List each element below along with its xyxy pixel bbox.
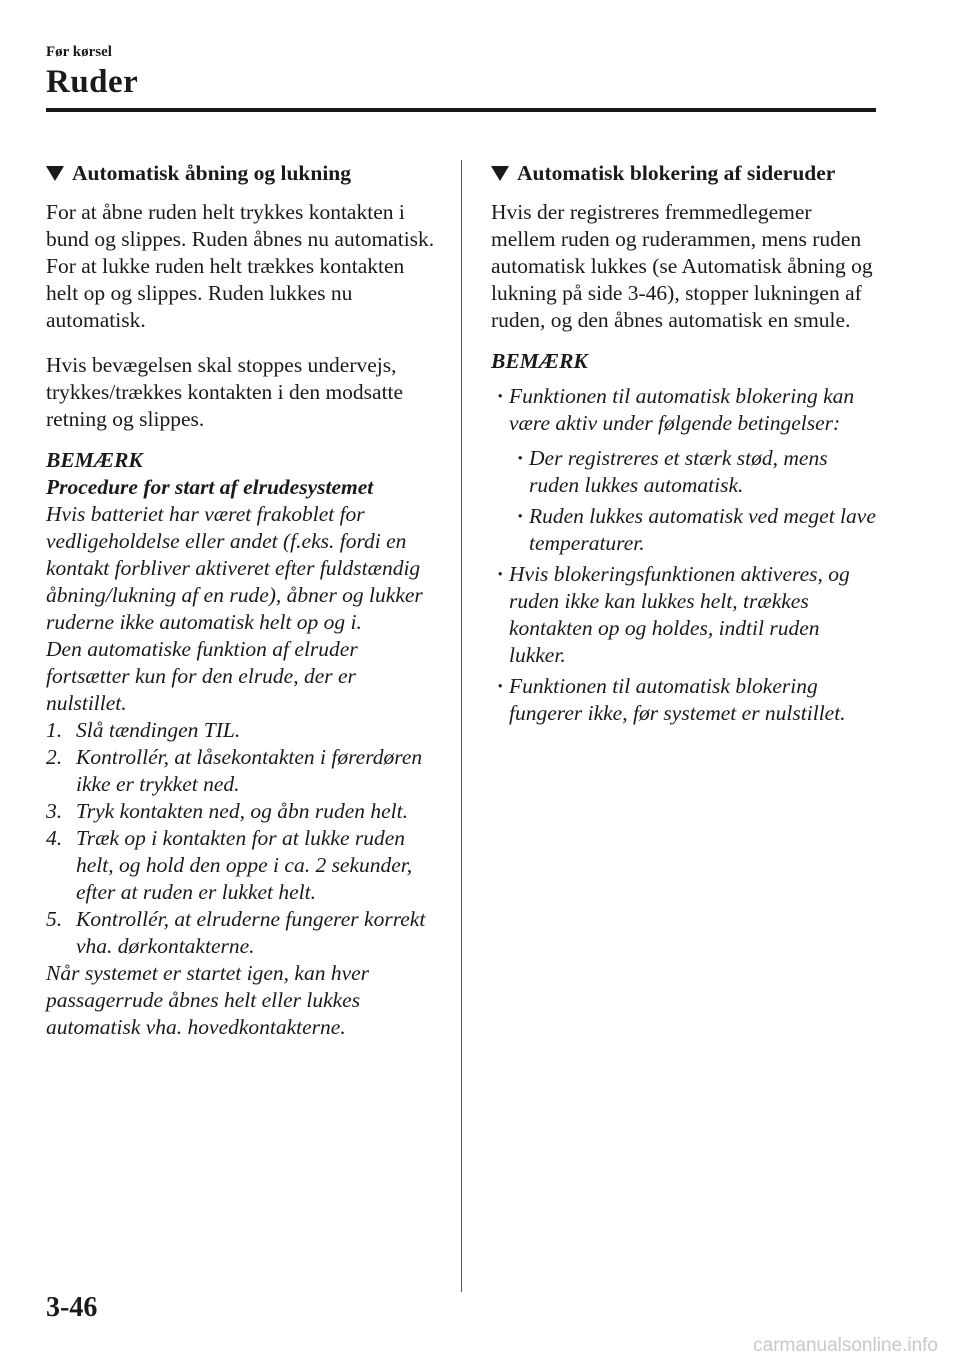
triangle-marker-icon [491, 166, 509, 181]
note-end: Når systemet er startet igen, kan hver passagerrude åbnes helt eller lukkes automatisk vha. hovedkontakterne. [46, 961, 370, 1039]
bullet-text: Funktionen til automatisk blokering fungerer ikke, før systemet er nulstillet. [509, 674, 846, 725]
list-item [46, 744, 436, 798]
triangle-marker-icon [46, 166, 64, 181]
chapter-label: Før kørsel [46, 44, 112, 60]
list-item [46, 798, 436, 825]
paragraph-open: For at åbne ruden helt trykkes kontakten i bund og slippes. Ruden åbnes nu automatisk. [46, 200, 435, 251]
note-title: Procedure for start af elrudesystemet [46, 475, 374, 499]
heading-text: Automatisk åbning og lukning [72, 161, 352, 185]
step-text: Tryk kontakten ned, og åbn ruden helt. [76, 799, 408, 823]
bullet-icon: · [517, 504, 523, 528]
step-text: Kontrollér, at elruderne fungerer korrekt vha. dørkontakterne. [76, 907, 426, 958]
bullet-icon: · [517, 446, 523, 470]
note-text: Hvis batteriet har været frakoblet for vedligeholdelse eller andet (f.eks. fordi en kontakt forbliver aktiveret efter fuldstændig åbning/lukning af en rude), åbner og lukker ruderne ikke automatisk helt op og i. [46, 502, 423, 634]
page-number: 3-46 [46, 1292, 98, 1323]
column-divider [461, 160, 462, 1292]
step-number: 1. [46, 718, 63, 742]
page-title: Ruder [46, 64, 139, 100]
step-number: 5. [46, 907, 63, 931]
paragraph-block: Hvis der registreres fremmedlegemer mellem ruden og ruderammen, mens ruden automatisk lukkes (se Automatisk åbning og lukning på side 3-46), stopper lukningen af ruden, og den åbnes automatisk en smule. [491, 200, 873, 332]
note-label: BEMÆRK [46, 448, 143, 472]
header-rule [46, 108, 876, 112]
bullet-icon: · [497, 674, 503, 698]
list-item [491, 561, 881, 669]
step-number: 4. [46, 826, 63, 850]
left-column [46, 160, 436, 1041]
bullet-text: Ruden lukkes automatisk ved meget lave temperaturer. [529, 504, 876, 555]
list-item [491, 445, 881, 499]
section-heading-auto-open-close [46, 160, 436, 187]
note-label: BEMÆRK [491, 349, 588, 373]
list-item [491, 673, 881, 727]
step-text: Slå tændingen TIL. [76, 718, 241, 742]
paragraph-stop: Hvis bevægelsen skal stoppes undervejs, trykkes/trækkes kontakten i den modsatte retning og slippes. [46, 353, 404, 431]
step-number: 2. [46, 745, 63, 769]
step-number: 3. [46, 799, 63, 823]
right-column [491, 160, 881, 727]
list-item [46, 825, 436, 906]
list-item [46, 906, 436, 960]
list-item [46, 717, 436, 744]
bullet-icon: · [497, 384, 503, 408]
paragraph-close: For at lukke ruden helt trækkes kontakten helt op og slippes. Ruden lukkes nu automatisk. [46, 254, 405, 332]
bullet-text: Der registreres et stærk stød, mens ruden lukkes automatisk. [529, 446, 828, 497]
list-item [491, 503, 881, 557]
bullet-text: Funktionen til automatisk blokering kan være aktiv under følgende betingelser: [509, 384, 855, 435]
heading-text: Automatisk blokering af sideruder [517, 161, 836, 185]
list-item [491, 383, 881, 437]
step-text: Træk op i kontakten for at lukke ruden helt, og hold den oppe i ca. 2 sekunder, efter at ruden er lukket helt. [76, 826, 413, 904]
step-text: Kontrollér, at låsekontakten i førerdøren ikke er trykket ned. [76, 745, 423, 796]
section-heading-auto-block [491, 160, 881, 187]
watermark: carmanualsonline.info [753, 1335, 938, 1356]
note-text: Den automatiske funktion af elruder fortsætter kun for den elrude, der er nulstillet. [46, 637, 358, 715]
bullet-text: Hvis blokeringsfunktionen aktiveres, og ruden ikke kan lukkes helt, trækkes kontakten op og holdes, indtil ruden lukker. [509, 562, 850, 667]
bullet-icon: · [497, 562, 503, 586]
procedure-steps [46, 717, 436, 960]
